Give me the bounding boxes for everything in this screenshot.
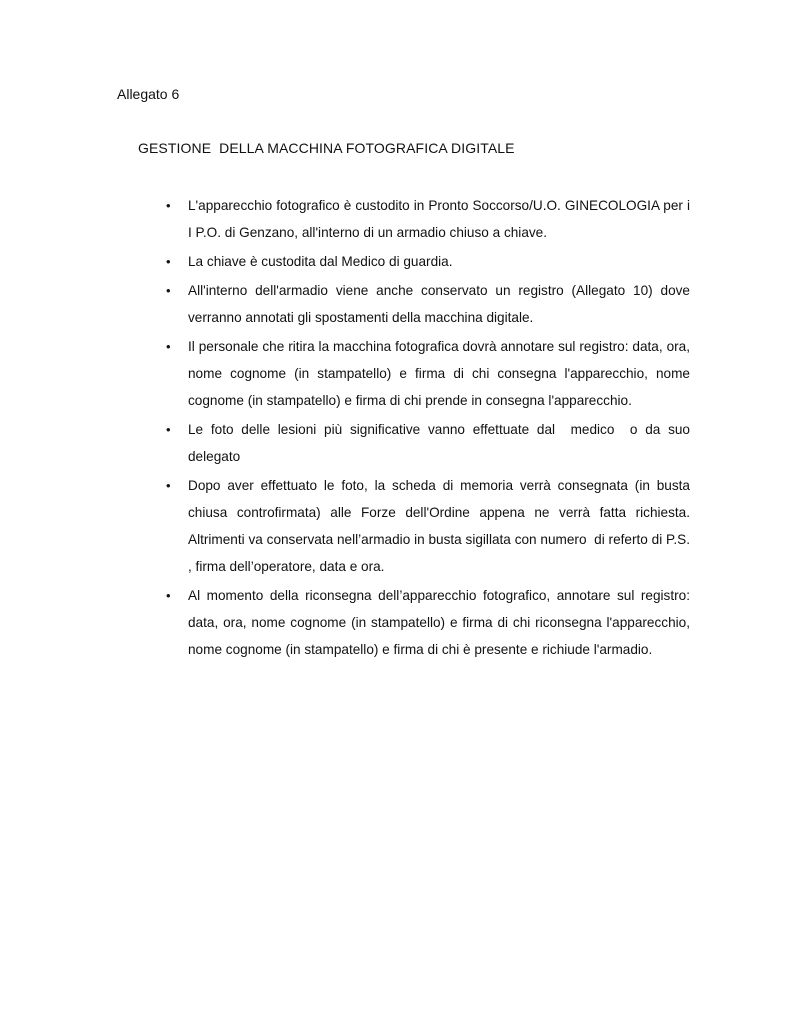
bullet-icon: • xyxy=(166,283,171,298)
list-item-text: L'apparecchio fotografico è custodito in Pronto Soccorso/U.O. GINECOLOGIA per i I P.O. di Genzano, all'interno di un armadio chiuso a chiave. xyxy=(188,198,694,240)
list-item xyxy=(166,248,690,275)
procedure-list xyxy=(166,192,694,665)
bullet-icon: • xyxy=(166,588,171,603)
list-item xyxy=(166,192,694,246)
document-title: GESTIONE DELLA MACCHINA FOTOGRAFICA DIGITALE xyxy=(138,140,515,156)
list-item-text: La chiave è custodita dal Medico di guardia. xyxy=(188,254,453,269)
bullet-icon: • xyxy=(166,254,171,269)
list-item xyxy=(166,333,694,414)
bullet-icon: • xyxy=(166,478,171,493)
bullet-icon: • xyxy=(166,339,171,354)
list-item-text: Le foto delle lesioni più significative vanno effettuate dal medico o da suo delegato xyxy=(188,422,694,464)
list-item-text: Dopo aver effettuato le foto, la scheda di memoria verrà consegnata (in busta chiusa controfirmata) alle Forze dell'Ordine appena ne verrà fatta richiesta. Altrimenti va conservata nell’armadio in busta sigillata con numero di referto di P.S. , firma dell’operatore, data e ora. xyxy=(188,478,694,574)
bullet-icon: • xyxy=(166,198,171,213)
list-item xyxy=(166,472,694,580)
list-item xyxy=(166,416,694,470)
attachment-label: Allegato 6 xyxy=(117,86,180,102)
list-item-text: All'interno dell'armadio viene anche conservato un registro (Allegato 10) dove verranno annotati gli spostamenti della macchina digitale. xyxy=(188,283,694,325)
bullet-icon: • xyxy=(166,422,171,437)
list-item-text: Al momento della riconsegna dell’apparecchio fotografico, annotare sul registro: data, ora, nome cognome (in stampatello) e firma di chi riconsegna l'apparecchio, nome cognome (in stampatello) e firma di chi è presente e richiude l'armadio. xyxy=(188,588,694,657)
list-item xyxy=(166,582,694,663)
list-item xyxy=(166,277,694,331)
list-item-text: Il personale che ritira la macchina fotografica dovrà annotare sul registro: data, ora, nome cognome (in stampatello) e firma di chi consegna l'apparecchio, nome cognome (in stampatello) e firma di chi prende in consegna l'apparecchio. xyxy=(188,339,694,408)
